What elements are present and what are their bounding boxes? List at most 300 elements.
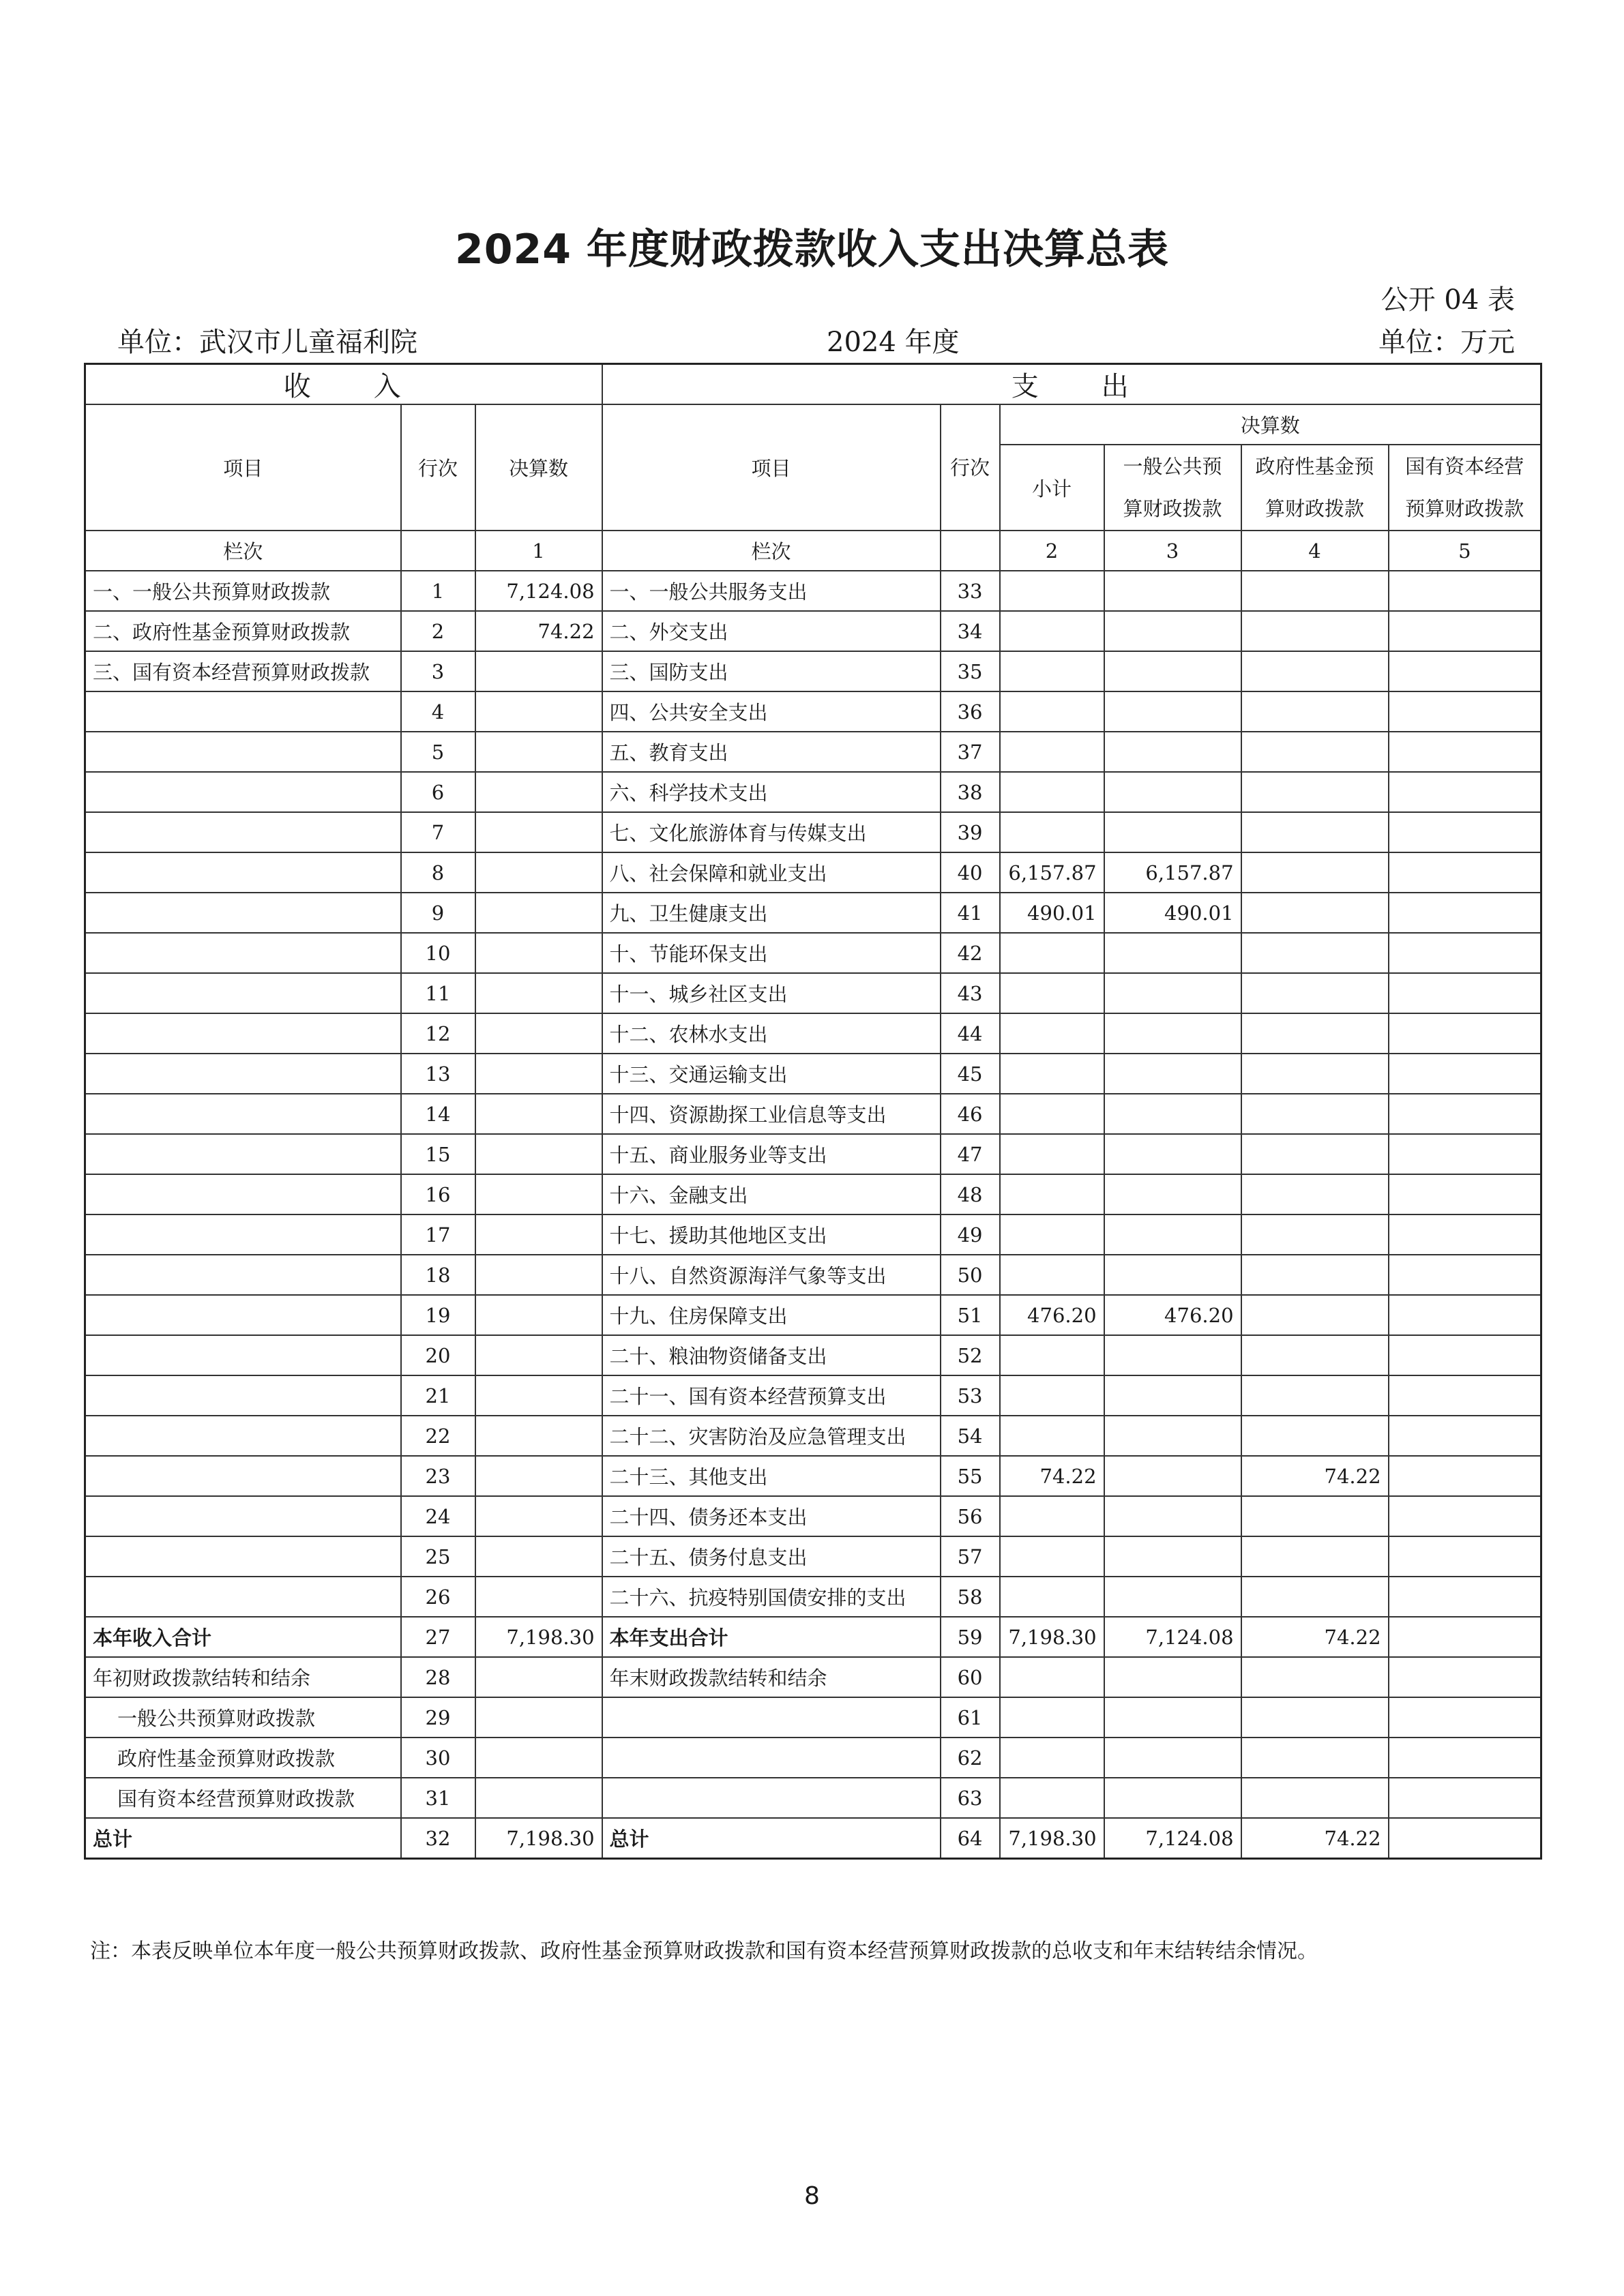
expense-item-cell: 十四、资源勘探工业信息等支出 [602,1094,941,1134]
income-rowno-cell: 22 [401,1416,475,1456]
expense-item-cell: 十二、农林水支出 [602,1013,941,1054]
income-amount-cell [475,852,602,893]
expense-item-cell: 二十、粮油物资储备支出 [602,1335,941,1375]
general-budget-cell [1104,1697,1241,1738]
income-rowno-cell: 25 [401,1536,475,1577]
expense-item-cell: 十五、商业服务业等支出 [602,1134,941,1174]
income-item-cell [85,1174,401,1214]
gov-fund-cell [1241,1657,1389,1697]
expense-item-cell: 二十一、国有资本经营预算支出 [602,1375,941,1416]
income-rowno-cell: 27 [401,1617,475,1657]
income-rowno-cell: 9 [401,893,475,933]
income-amount-cell [475,772,602,812]
income-amount-cell [475,1335,602,1375]
subtotal-cell [1000,1375,1104,1416]
table-row [85,691,1541,732]
income-item-cell: 一、一般公共预算财政拨款 [85,571,401,611]
expense-amount-header: 决算数 [1000,404,1541,445]
expense-item-cell: 二十四、债务还本支出 [602,1496,941,1536]
table-row [85,1013,1541,1054]
expense-item-cell [602,1738,941,1778]
income-rowno-cell: 23 [401,1456,475,1496]
expense-item-cell: 四、公共安全支出 [602,691,941,732]
income-item-cell: 总计 [85,1818,401,1859]
expense-rowno-cell: 62 [941,1738,1000,1778]
income-item-cell [85,1335,401,1375]
expense-rowno-cell: 57 [941,1536,1000,1577]
general-budget-cell: 490.01 [1104,893,1241,933]
subtotal-header: 小计 [1000,445,1104,531]
income-item-cell [85,1013,401,1054]
expense-rowno-cell: 61 [941,1697,1000,1738]
income-item-header: 项目 [85,404,401,531]
income-rowno-cell: 19 [401,1295,475,1335]
subtotal-cell [1000,1255,1104,1295]
expense-rowno-cell: 42 [941,933,1000,973]
state-capital-cell [1389,611,1541,651]
subtotal-cell [1000,691,1104,732]
income-item-cell [85,852,401,893]
gov-fund-cell [1241,1134,1389,1174]
expense-rowno-cell: 54 [941,1416,1000,1456]
income-amount-cell: 7,124.08 [475,571,602,611]
fiscal-summary-table [84,363,1542,1860]
expense-item-cell: 十七、援助其他地区支出 [602,1214,941,1255]
general-budget-cell [1104,1456,1241,1496]
income-rowno-cell: 11 [401,973,475,1013]
expense-rowno-cell: 53 [941,1375,1000,1416]
income-rowno-cell: 26 [401,1577,475,1617]
state-capital-cell [1389,1375,1541,1416]
expense-item-cell: 三、国防支出 [602,651,941,691]
expense-rowno-cell: 36 [941,691,1000,732]
expense-item-cell: 八、社会保障和就业支出 [602,852,941,893]
income-item-cell [85,1295,401,1335]
column-index-1: 1 [475,531,602,571]
income-item-cell [85,772,401,812]
expense-item-cell: 十八、自然资源海洋气象等支出 [602,1255,941,1295]
gov-fund-cell: 74.22 [1241,1456,1389,1496]
general-budget-cell [1104,732,1241,772]
general-budget-cell [1104,973,1241,1013]
table-row [85,611,1541,651]
gov-fund-cell [1241,732,1389,772]
state-capital-cell [1389,732,1541,772]
general-budget-cell [1104,1416,1241,1456]
general-budget-cell [1104,1738,1241,1778]
column-index-5: 5 [1389,531,1541,571]
expense-rowno-cell: 58 [941,1577,1000,1617]
state-capital-cell [1389,1697,1541,1738]
subtotal-cell [1000,732,1104,772]
income-rowno-cell: 32 [401,1818,475,1859]
state-capital-cell [1389,1536,1541,1577]
general-budget-cell [1104,1577,1241,1617]
section-header-row [85,364,1541,405]
state-capital-cell [1389,973,1541,1013]
general-budget-cell [1104,1214,1241,1255]
income-item-cell: 一般公共预算财政拨款 [85,1697,401,1738]
income-item-cell [85,1375,401,1416]
expense-item-cell: 一、一般公共服务支出 [602,571,941,611]
income-section-header: 收 入 [85,364,602,405]
expense-rowno-cell: 41 [941,893,1000,933]
income-item-cell: 本年收入合计 [85,1617,401,1657]
income-amount-cell: 74.22 [475,611,602,651]
state-capital-cell [1389,933,1541,973]
gov-fund-cell [1241,1778,1389,1818]
gov-fund-cell [1241,1094,1389,1134]
general-budget-cell [1104,1013,1241,1054]
income-rowno-cell: 30 [401,1738,475,1778]
expense-item-cell: 十九、住房保障支出 [602,1295,941,1335]
income-amount-cell [475,1375,602,1416]
income-amount-cell [475,1697,602,1738]
income-amount-cell [475,1295,602,1335]
gov-fund-cell [1241,1174,1389,1214]
expense-rowno-cell: 60 [941,1657,1000,1697]
income-rowno-cell: 20 [401,1335,475,1375]
income-item-cell: 年初财政拨款结转和结余 [85,1657,401,1697]
table-note: 注：本表反映单位本年度一般公共预算财政拨款、政府性基金预算财政拨款和国有资本经营预算财政拨款的总收支和年末结转结余情况。 [90,1939,1318,1963]
state-capital-cell [1389,1738,1541,1778]
income-amount-cell [475,1013,602,1054]
expense-item-cell: 十一、城乡社区支出 [602,973,941,1013]
income-item-cell [85,1536,401,1577]
column-index-row [85,531,1541,571]
expense-rowno-cell: 43 [941,973,1000,1013]
table-row [85,651,1541,691]
table-row [85,1134,1541,1174]
income-rowno-cell: 8 [401,852,475,893]
income-amount-cell [475,1778,602,1818]
general-budget-cell [1104,1496,1241,1536]
subtotal-cell [1000,1416,1104,1456]
fiscal-year: 2024 年度 [827,327,960,358]
table-row [85,1818,1541,1859]
subtotal-cell [1000,1134,1104,1174]
expense-rowno-cell: 39 [941,812,1000,852]
table-row [85,1214,1541,1255]
subtotal-cell [1000,1094,1104,1134]
state-capital-cell [1389,1416,1541,1456]
expense-item-cell: 二十六、抗疫特别国债安排的支出 [602,1577,941,1617]
gov-fund-cell [1241,1536,1389,1577]
state-capital-cell [1389,1456,1541,1496]
income-amount-cell [475,1416,602,1456]
column-index-4: 4 [1241,531,1389,571]
income-amount-cell [475,691,602,732]
state-capital-cell [1389,772,1541,812]
state-capital-cell [1389,1577,1541,1617]
income-amount-cell [475,893,602,933]
gov-fund-cell [1241,1738,1389,1778]
subtotal-cell [1000,1013,1104,1054]
gov-fund-cell [1241,1496,1389,1536]
state-capital-cell [1389,1013,1541,1054]
subtotal-cell [1000,651,1104,691]
expense-item-cell: 二十五、债务付息支出 [602,1536,941,1577]
state-capital-cell [1389,1496,1541,1536]
state-capital-cell [1389,1295,1541,1335]
income-rowno-cell: 10 [401,933,475,973]
expense-rowno-cell: 52 [941,1335,1000,1375]
table-row [85,1416,1541,1456]
gov-fund-cell [1241,611,1389,651]
general-budget-cell [1104,812,1241,852]
income-item-cell [85,1255,401,1295]
subtotal-cell [1000,571,1104,611]
expense-item-cell: 十、节能环保支出 [602,933,941,973]
expense-rowno-header: 行次 [941,404,1000,531]
income-amount-cell [475,1657,602,1697]
expense-item-cell: 二十二、灾害防治及应急管理支出 [602,1416,941,1456]
column-index-3: 3 [1104,531,1241,571]
expense-rowno-cell: 40 [941,852,1000,893]
income-item-cell [85,691,401,732]
state-capital-cell [1389,1778,1541,1818]
general-budget-cell [1104,772,1241,812]
income-item-cell [85,1577,401,1617]
income-item-cell: 三、国有资本经营预算财政拨款 [85,651,401,691]
column-header-row [85,404,1541,445]
general-budget-cell: 7,124.08 [1104,1617,1241,1657]
income-amount-cell [475,1094,602,1134]
empty-cell [941,531,1000,571]
table-row [85,1295,1541,1335]
income-item-cell: 二、政府性基金预算财政拨款 [85,611,401,651]
expense-rowno-cell: 45 [941,1054,1000,1094]
subtotal-cell [1000,1214,1104,1255]
income-rowno-cell: 24 [401,1496,475,1536]
income-rowno-cell: 2 [401,611,475,651]
income-amount-cell [475,651,602,691]
expense-item-cell: 总计 [602,1818,941,1859]
income-amount-cell [475,1738,602,1778]
subtotal-cell [1000,973,1104,1013]
income-item-cell [85,1416,401,1456]
column-index-label-expense: 栏次 [602,531,941,571]
income-rowno-cell: 28 [401,1657,475,1697]
income-amount-cell [475,1496,602,1536]
column-index-label: 栏次 [85,531,401,571]
subtotal-cell [1000,1577,1104,1617]
subtotal-cell [1000,1697,1104,1738]
table-row [85,812,1541,852]
subtotal-cell [1000,1054,1104,1094]
income-rowno-cell: 7 [401,812,475,852]
table-row [85,772,1541,812]
income-rowno-cell: 15 [401,1134,475,1174]
income-amount-cell [475,1134,602,1174]
state-capital-cell [1389,852,1541,893]
subtotal-cell [1000,611,1104,651]
general-budget-cell [1104,651,1241,691]
income-amount-cell [475,812,602,852]
expense-rowno-cell: 50 [941,1255,1000,1295]
table-row [85,1094,1541,1134]
subtotal-cell: 476.20 [1000,1295,1104,1335]
expense-rowno-cell: 56 [941,1496,1000,1536]
income-rowno-cell: 21 [401,1375,475,1416]
gov-fund-cell [1241,651,1389,691]
state-capital-cell [1389,651,1541,691]
expense-rowno-cell: 55 [941,1456,1000,1496]
currency-unit: 单位：万元 [1378,327,1515,358]
table-row [85,1054,1541,1094]
income-rowno-cell: 3 [401,651,475,691]
income-item-cell: 国有资本经营预算财政拨款 [85,1778,401,1818]
income-rowno-header: 行次 [401,404,475,531]
income-rowno-cell: 14 [401,1094,475,1134]
expense-rowno-cell: 35 [941,651,1000,691]
general-budget-cell [1104,611,1241,651]
page-number: 8 [804,2182,820,2210]
income-amount-cell [475,973,602,1013]
income-amount-cell [475,933,602,973]
income-item-cell [85,1054,401,1094]
subtotal-cell [1000,812,1104,852]
gov-fund-cell [1241,571,1389,611]
income-item-cell [85,1094,401,1134]
income-item-cell [85,1456,401,1496]
subtotal-cell: 74.22 [1000,1456,1104,1496]
state-capital-cell [1389,893,1541,933]
gov-fund-cell: 74.22 [1241,1818,1389,1859]
table-row [85,1456,1541,1496]
expense-item-cell: 十三、交通运输支出 [602,1054,941,1094]
general-budget-cell: 476.20 [1104,1295,1241,1335]
table-row [85,1335,1541,1375]
state-capital-cell [1389,1818,1541,1859]
page-title: 2024 年度财政拨款收入支出决算总表 [455,226,1169,273]
general-budget-cell [1104,571,1241,611]
income-item-cell: 政府性基金预算财政拨款 [85,1738,401,1778]
unit-name: 单位：武汉市儿童福利院 [117,327,417,358]
income-rowno-cell: 29 [401,1697,475,1738]
expense-rowno-cell: 48 [941,1174,1000,1214]
income-amount-cell [475,1456,602,1496]
general-budget-cell [1104,1335,1241,1375]
expense-item-cell: 七、文化旅游体育与传媒支出 [602,812,941,852]
expense-rowno-cell: 34 [941,611,1000,651]
state-capital-cell [1389,812,1541,852]
income-amount-cell [475,732,602,772]
subtotal-cell [1000,1738,1104,1778]
general-budget-cell [1104,1054,1241,1094]
expense-section-header: 支 出 [602,364,1541,405]
general-budget-cell [1104,1375,1241,1416]
gov-fund-cell [1241,1054,1389,1094]
subtotal-cell: 7,198.30 [1000,1818,1104,1859]
income-item-cell [85,1496,401,1536]
income-amount-cell [475,1255,602,1295]
expense-rowno-cell: 49 [941,1214,1000,1255]
income-amount-cell [475,1214,602,1255]
table-row [85,1617,1541,1657]
table-row [85,571,1541,611]
income-amount-header: 决算数 [475,404,602,531]
state-capital-cell [1389,571,1541,611]
expense-item-cell: 二十三、其他支出 [602,1456,941,1496]
expense-item-cell: 年末财政拨款结转和结余 [602,1657,941,1697]
income-amount-cell [475,1174,602,1214]
income-amount-cell [475,1536,602,1577]
gov-fund-cell [1241,1416,1389,1456]
income-item-cell [85,973,401,1013]
expense-item-cell: 六、科学技术支出 [602,772,941,812]
expense-item-cell: 本年支出合计 [602,1617,941,1657]
general-budget-cell [1104,1778,1241,1818]
gov-fund-cell [1241,772,1389,812]
table-row [85,1375,1541,1416]
income-amount-cell: 7,198.30 [475,1818,602,1859]
state-capital-cell [1389,1617,1541,1657]
gov-fund-cell [1241,1214,1389,1255]
income-item-cell [85,732,401,772]
general-budget-cell [1104,1134,1241,1174]
general-budget-cell [1104,1174,1241,1214]
expense-rowno-cell: 44 [941,1013,1000,1054]
table-row [85,852,1541,893]
expense-rowno-cell: 46 [941,1094,1000,1134]
state-capital-cell [1389,1657,1541,1697]
subtotal-cell: 7,198.30 [1000,1617,1104,1657]
table-row [85,1536,1541,1577]
income-rowno-cell: 16 [401,1174,475,1214]
income-rowno-cell: 13 [401,1054,475,1094]
income-amount-cell [475,1577,602,1617]
general-budget-cell [1104,1657,1241,1697]
state-capital-cell [1389,1214,1541,1255]
expense-rowno-cell: 47 [941,1134,1000,1174]
gov-fund-cell [1241,933,1389,973]
subtotal-cell: 6,157.87 [1000,852,1104,893]
income-amount-cell: 7,198.30 [475,1617,602,1657]
table-row [85,732,1541,772]
income-rowno-cell: 18 [401,1255,475,1295]
expense-item-cell: 二、外交支出 [602,611,941,651]
subtotal-cell [1000,1174,1104,1214]
state-capital-cell [1389,1094,1541,1134]
income-rowno-cell: 1 [401,571,475,611]
column-index-2: 2 [1000,531,1104,571]
table-row [85,1778,1541,1818]
income-item-cell [85,1134,401,1174]
subtotal-cell [1000,933,1104,973]
general-budget-cell: 6,157.87 [1104,852,1241,893]
general-budget-cell [1104,691,1241,732]
subtotal-cell [1000,1657,1104,1697]
table-row [85,1174,1541,1214]
income-rowno-cell: 6 [401,772,475,812]
gov-fund-cell [1241,1375,1389,1416]
income-rowno-cell: 12 [401,1013,475,1054]
expense-rowno-cell: 38 [941,772,1000,812]
table-row [85,1697,1541,1738]
expense-rowno-cell: 59 [941,1617,1000,1657]
income-item-cell [85,933,401,973]
income-rowno-cell: 17 [401,1214,475,1255]
gov-fund-cell: 74.22 [1241,1617,1389,1657]
general-budget-header: 一般公共预算财政拨款 [1104,445,1241,531]
general-budget-cell [1104,1536,1241,1577]
income-item-cell [85,893,401,933]
state-capital-cell [1389,1255,1541,1295]
expense-item-header: 项目 [602,404,941,531]
state-capital-header: 国有资本经营预算财政拨款 [1389,445,1541,531]
table-row [85,893,1541,933]
